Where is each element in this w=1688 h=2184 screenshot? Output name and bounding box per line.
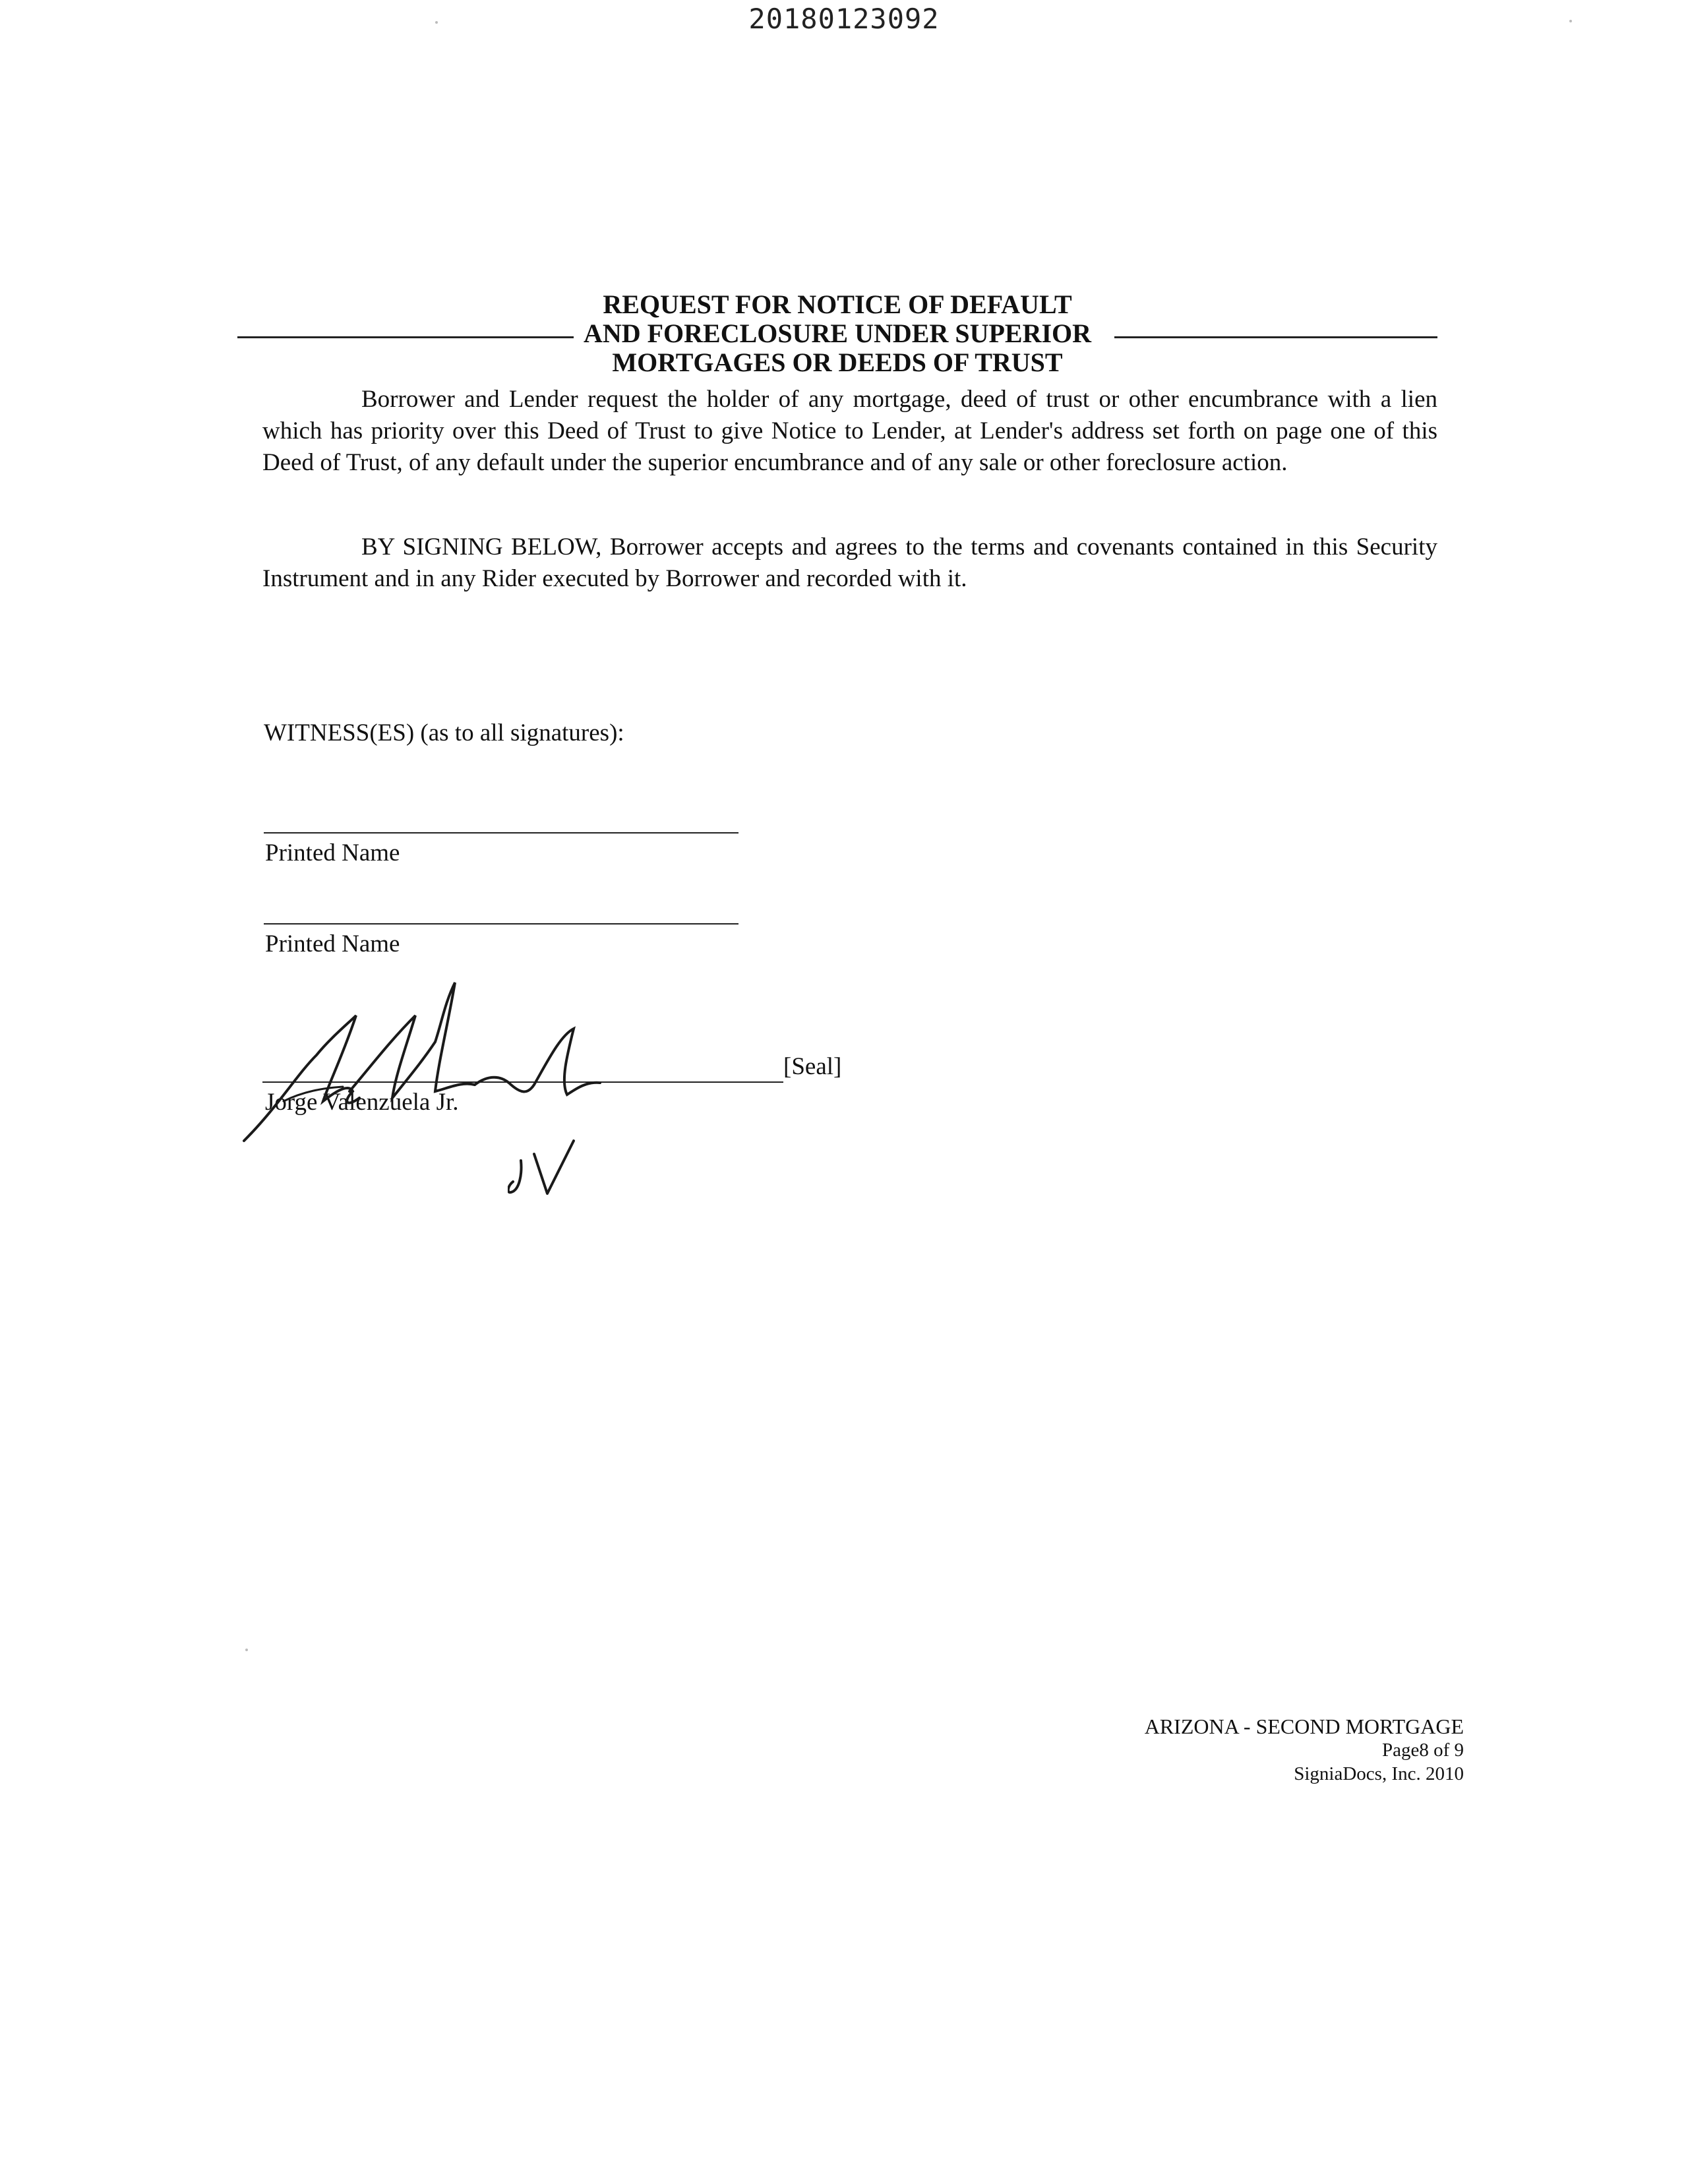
heading-rule-right: [1114, 336, 1437, 338]
heading-line-1: REQUEST FOR NOTICE OF DEFAULT: [603, 289, 1072, 319]
witness-label: WITNESS(ES) (as to all signatures):: [264, 719, 624, 746]
section-heading: [237, 290, 1437, 377]
footer-page-number: Page8 of 9: [1381, 1740, 1464, 1761]
witness-signature-line-2: [264, 923, 738, 925]
signing-agreement-paragraph: BY SIGNING BELOW, Borrower accepts and agrees to the terms and covenants contained in this Security Instrument and in any Rider executed by Borrower and recorded with it.: [262, 533, 1437, 592]
witness-signature-line-1: [264, 832, 738, 834]
printed-name-label-1: Printed Name: [265, 839, 400, 866]
handwritten-initials: [508, 1134, 587, 1200]
heading-line-2: [237, 319, 1437, 348]
printed-name-label-2: Printed Name: [265, 930, 400, 957]
heading-rule-left: [237, 336, 574, 338]
heading-line-2-text: AND FORECLOSURE UNDER SUPERIOR: [583, 318, 1092, 348]
heading-line-3: MORTGAGES OR DEEDS OF TRUST: [612, 348, 1063, 377]
scan-speck: [245, 1649, 248, 1651]
seal-label: [Seal]: [783, 1053, 842, 1080]
notice-request-paragraph: Borrower and Lender request the holder of any mortgage, deed of trust or other encumbrance with a lien which has priority over this Deed of Trust to give Notice to Lender, at Lender's address set forth on page one of this Deed of Trust, of any default under the superior encumbrance and of any sale or other foreclosure action.: [262, 386, 1437, 476]
handwritten-signature: [218, 976, 626, 1161]
footer-form-name: ARIZONA - SECOND MORTGAGE: [1144, 1714, 1464, 1738]
form-footer: [1145, 1714, 1464, 1786]
scan-speck: [1569, 20, 1572, 22]
footer-publisher: SigniaDocs, Inc. 2010: [1294, 1763, 1464, 1784]
document-number: 20180123092: [748, 3, 940, 35]
scan-speck: [435, 21, 438, 24]
borrower-name: Jorge Valenzuela Jr.: [265, 1089, 459, 1116]
